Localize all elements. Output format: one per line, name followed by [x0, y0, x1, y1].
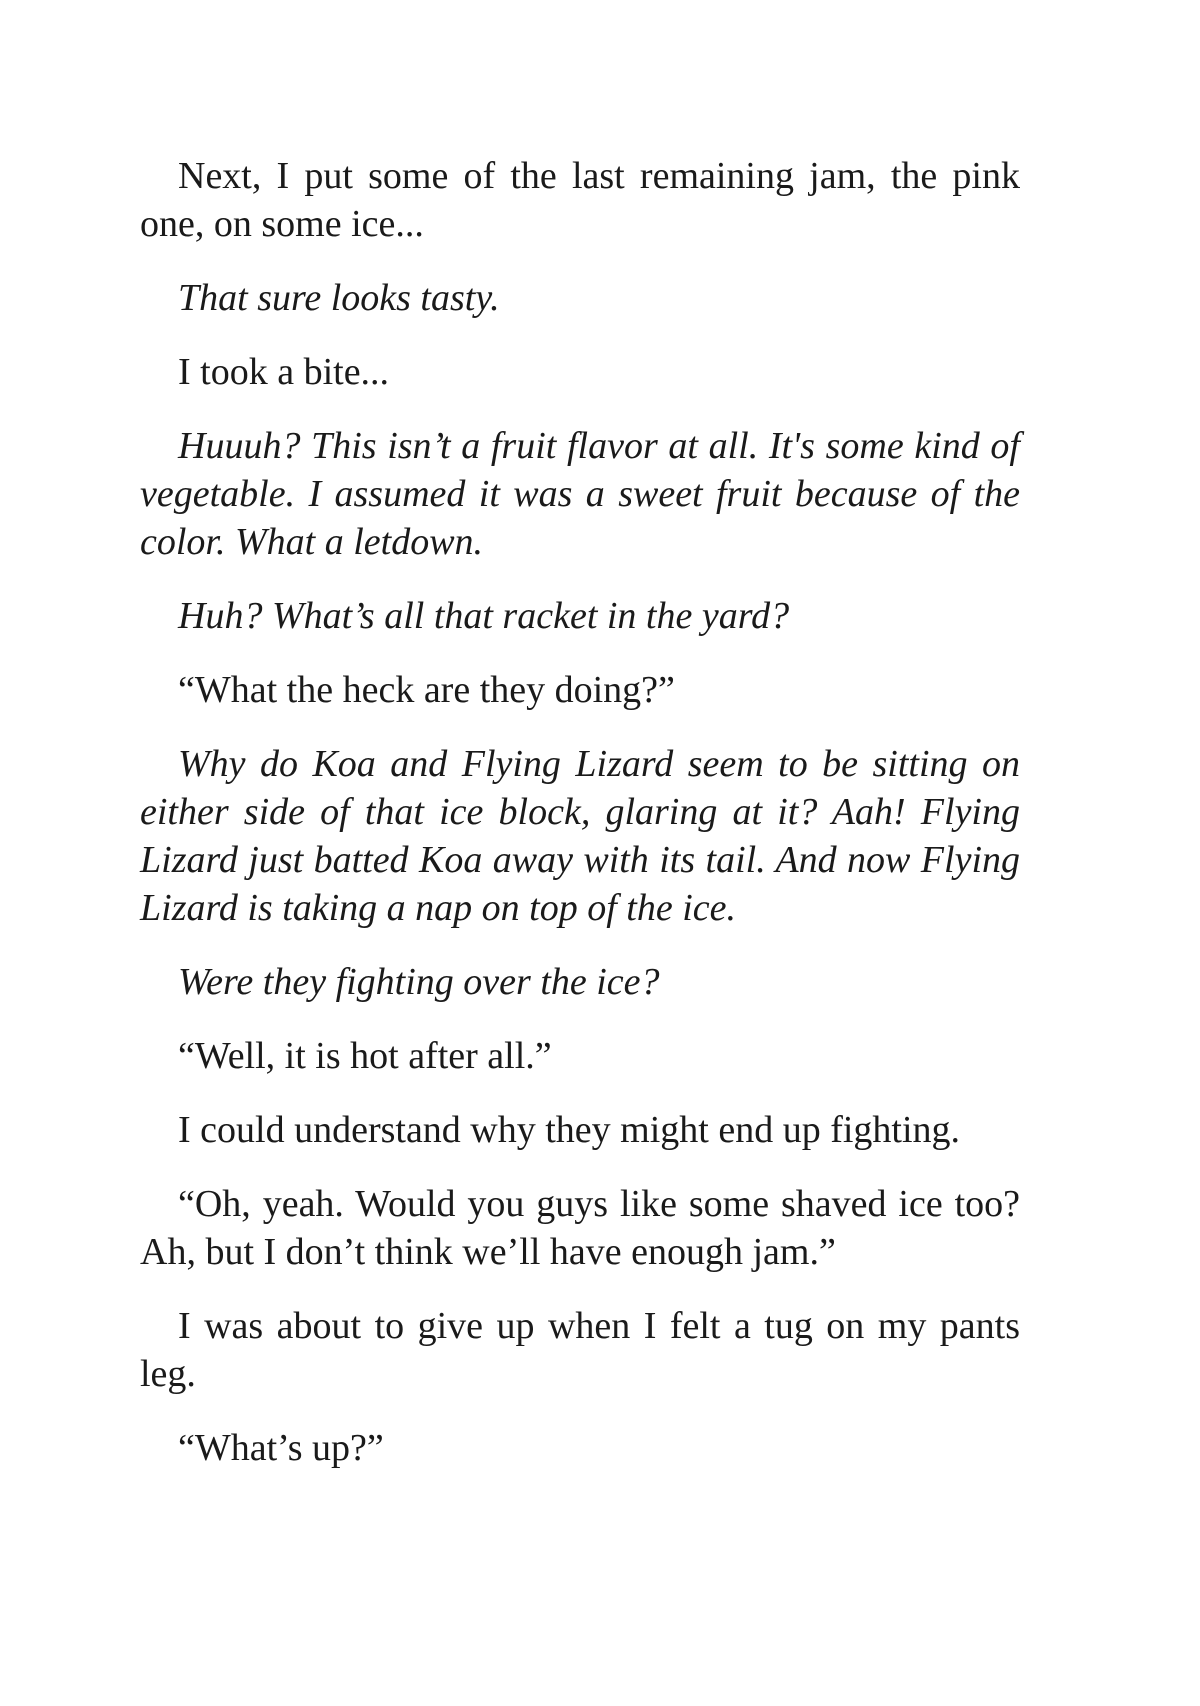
paragraph: “What the heck are they doing?”	[178, 669, 675, 711]
paragraph: Why do Koa and Flying Lizard seem to be sitting on either side of that ice block, glaring at it? Aah! Flying Lizard just batted Koa away with its tail. And now Flying Lizard is taking a nap on top of the ice.	[140, 743, 1020, 929]
paragraph: I could understand why they might end up fighting.	[178, 1109, 961, 1151]
paragraph: That sure looks tasty.	[178, 277, 500, 319]
paragraph: “Well, it is hot after all.”	[178, 1035, 552, 1077]
paragraph: Huuuh? This isn’t a fruit flavor at all. It's some kind of vegetable. I assumed it was a sweet fruit because of the color. What a letdown.	[140, 425, 1020, 563]
paragraph: “What’s up?”	[178, 1427, 384, 1469]
page-body	[140, 152, 1020, 1498]
paragraph: I was about to give up when I felt a tug on my pants leg.	[140, 1305, 1020, 1395]
paragraph: I took a bite...	[178, 351, 390, 393]
paragraph: Next, I put some of the last remaining jam, the pink one, on some ice...	[140, 155, 1020, 245]
paragraph: “Oh, yeah. Would you guys like some shaved ice too? Ah, but I don’t think we’ll have enough jam.”	[140, 1183, 1020, 1273]
paragraph: Huh? What’s all that racket in the yard?	[178, 595, 790, 637]
paragraph: Were they fighting over the ice?	[178, 961, 660, 1003]
